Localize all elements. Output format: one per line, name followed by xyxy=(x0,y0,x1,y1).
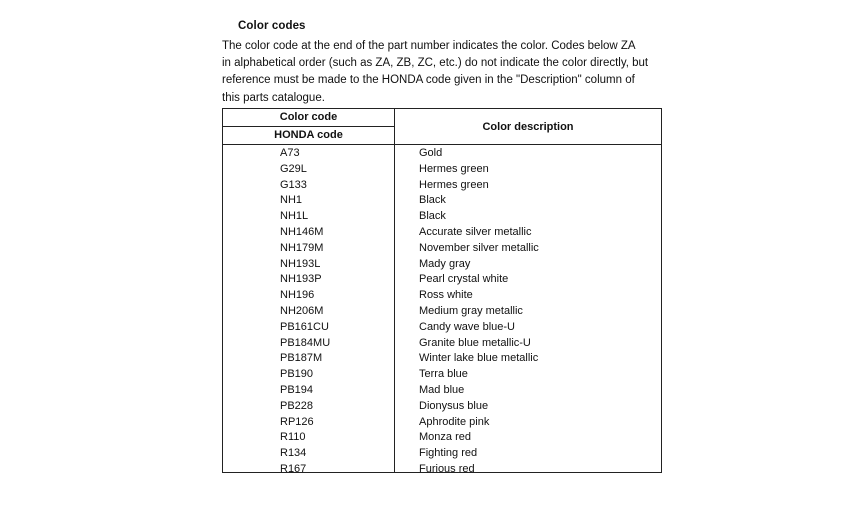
color-description-cell: Terra blue xyxy=(419,368,468,381)
color-description-cell: Hermes green xyxy=(419,162,489,175)
honda-code-cell: PB187M xyxy=(280,352,323,365)
color-description-cell: Fighting red xyxy=(419,447,478,460)
table-row xyxy=(223,162,661,178)
honda-code-cell: G133 xyxy=(280,178,307,191)
table-row xyxy=(223,241,661,257)
honda-code-cell: PB190 xyxy=(280,368,314,381)
honda-code-cell: PB161CU xyxy=(280,320,329,333)
color-description-cell: Aphrodite pink xyxy=(419,415,490,428)
honda-code-cell: R167 xyxy=(280,462,307,475)
table-row xyxy=(223,446,661,462)
honda-code-cell: PB184MU xyxy=(280,336,331,349)
honda-code-cell: R134 xyxy=(280,447,307,460)
intro-line: The color code at the end of the part number indicates the color. Codes below ZA xyxy=(222,40,636,52)
honda-code-cell: G29L xyxy=(280,162,307,175)
honda-code-cell: NH1L xyxy=(280,210,309,223)
table-row xyxy=(223,146,661,162)
honda-code-cell: A73 xyxy=(280,147,300,159)
color-code-header xyxy=(223,109,395,145)
honda-code-cell: NH1 xyxy=(280,194,303,207)
color-code-table xyxy=(222,108,662,473)
color-description-cell: Candy wave blue-U xyxy=(419,320,515,333)
honda-code-cell: NH193L xyxy=(280,257,321,270)
honda-code-cell: NH193P xyxy=(280,273,322,286)
header-divider xyxy=(223,126,394,127)
section-title: Color codes xyxy=(238,20,306,32)
color-description-cell: Granite blue metallic-U xyxy=(419,336,531,349)
table-row xyxy=(223,320,661,336)
table-row xyxy=(223,336,661,352)
color-description-cell: Black xyxy=(419,194,446,207)
table-row xyxy=(223,225,661,241)
table-row xyxy=(223,209,661,225)
intro-line: reference must be made to the HONDA code given in the "Description" column of xyxy=(222,74,635,87)
intro-line: this parts catalogue. xyxy=(222,91,325,104)
color-description-cell: Dionysus blue xyxy=(419,399,489,412)
honda-code-cell: NH179M xyxy=(280,241,324,254)
color-description-header-label: Color description xyxy=(482,121,574,133)
table-row xyxy=(223,430,661,446)
color-description-cell: Ross white xyxy=(419,289,473,302)
honda-code-cell: NH146M xyxy=(280,225,324,238)
table-row xyxy=(223,367,661,383)
intro-line: in alphabetical order (such as ZA, ZB, ZC, etc.) do not indicate the color directly, but xyxy=(222,57,649,70)
color-code-header-label: Color code xyxy=(279,111,338,123)
table-row xyxy=(223,351,661,367)
color-description-cell: Black xyxy=(419,210,446,223)
table-row xyxy=(223,257,661,273)
table-row xyxy=(223,399,661,415)
color-description-cell: November silver metallic xyxy=(419,241,539,254)
table-body xyxy=(223,146,661,478)
table-row xyxy=(223,193,661,209)
table-row xyxy=(223,288,661,304)
color-description-cell: Hermes green xyxy=(419,178,489,191)
table-row xyxy=(223,304,661,320)
color-description-cell: Accurate silver metallic xyxy=(419,225,532,238)
table-row xyxy=(223,178,661,194)
intro-paragraph xyxy=(222,38,672,107)
color-description-cell: Furious red xyxy=(419,462,475,475)
table-row xyxy=(223,462,661,478)
table-row xyxy=(223,272,661,288)
honda-code-cell: PB228 xyxy=(280,399,314,412)
color-description-header xyxy=(395,109,661,145)
honda-code-header-label: HONDA code xyxy=(274,129,343,141)
honda-code-cell: R110 xyxy=(280,431,306,444)
honda-code-cell: NH196 xyxy=(280,289,315,302)
honda-code-cell: RP126 xyxy=(280,415,314,428)
honda-code-cell: PB194 xyxy=(280,383,314,396)
color-description-cell: Mad blue xyxy=(419,383,465,396)
table-row xyxy=(223,383,661,399)
color-description-cell: Medium gray metallic xyxy=(419,304,523,317)
color-description-cell: Monza red xyxy=(419,431,471,444)
honda-code-cell: NH206M xyxy=(280,304,324,317)
table-row xyxy=(223,415,661,431)
color-description-cell: Mady gray xyxy=(419,257,471,270)
color-description-cell: Pearl crystal white xyxy=(419,273,509,286)
color-description-cell: Winter lake blue metallic xyxy=(419,352,539,365)
color-description-cell: Gold xyxy=(419,147,443,159)
